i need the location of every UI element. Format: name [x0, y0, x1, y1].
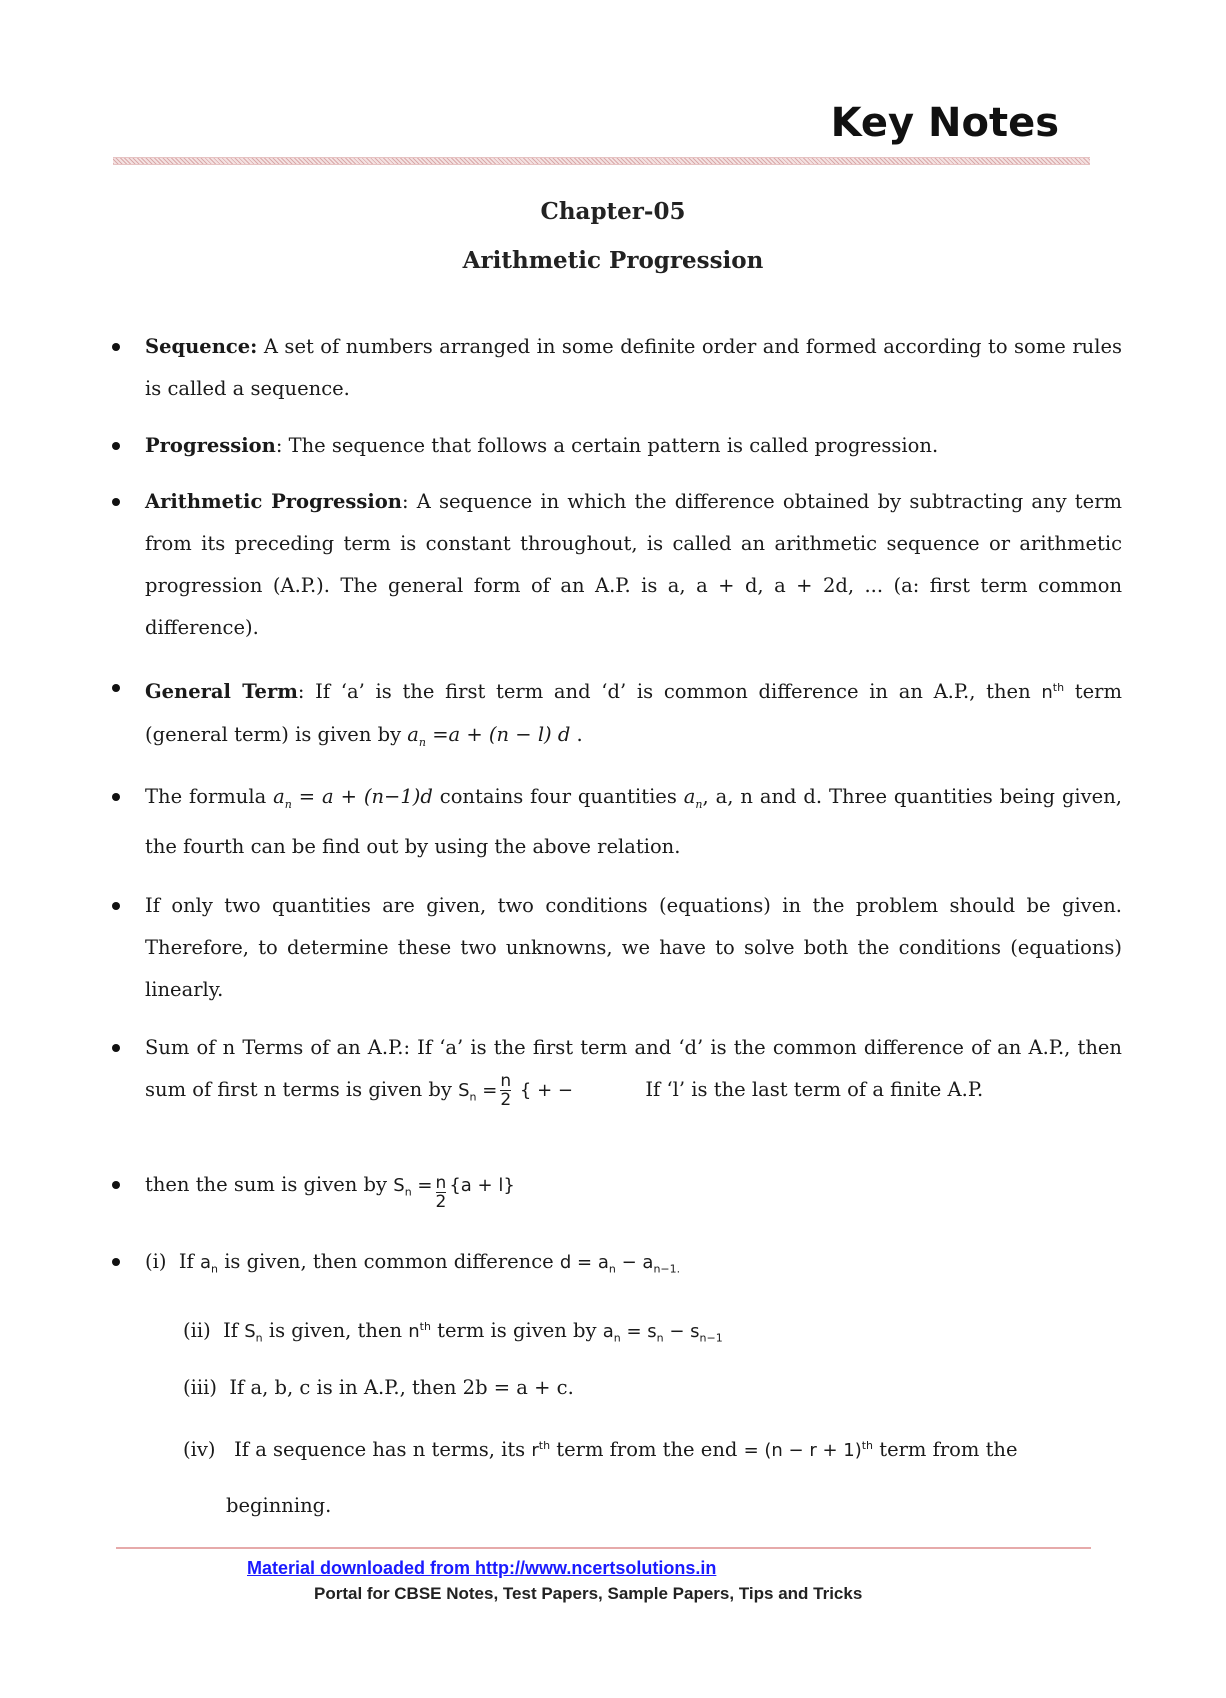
two-quantities-text: If only two quantities are given, two conditions (equations) in the problem should be given. Therefore, to determine these two unknowns, we have to solve both the conditions (equations) linearly. [145, 894, 1122, 1001]
definition-arithmetic-progression: : A sequence in which the difference obtained by subtracting any term from its preceding term is constant throughout, is called an arithmetic sequence or arithmetic progression (A.P.). The general form of an A.P. is a, a + d, a + 2d, ... (a: first term common difference). [145, 490, 1123, 639]
list-item-sum-last [145, 1164, 1122, 1214]
footer-tagline: Portal for CBSE Notes, Test Papers, Sample Papers, Tips and Tricks [314, 1584, 863, 1603]
general-term-text-2: term (general term) is given by [145, 680, 1122, 746]
list-item-sum [145, 1027, 1122, 1119]
list-item-formula [145, 776, 1122, 868]
general-term-text: : If ‘a’ is the first term and ‘d’ is common difference in an A.P., then [297, 680, 1042, 703]
chapter-heading: Chapter-05 [540, 198, 686, 225]
sum-last-formula: $S_n$ = $\frac{n}{2}$ {a + l} [393, 1172, 515, 1212]
term-arithmetic-progression: Arithmetic Progression [145, 490, 402, 513]
list-item-progression [145, 425, 1122, 467]
definition-sequence: A set of numbers arranged in some definite order and formed according to some rules is called a sequence. [145, 335, 1122, 400]
subitem-iii: (iii) If a, b, c is in A.P., then 2b = a + c. [183, 1376, 574, 1399]
general-term-end: . [570, 723, 583, 746]
term-progression: Progression [145, 434, 276, 457]
footer-divider [116, 1547, 1091, 1549]
list-item-general-term [145, 667, 1122, 764]
sum-last-text: then the sum is given by [145, 1173, 394, 1196]
subitem-iv: (iv) If a sequence has n terms, its $r^{th}$ term from the end = $(n - r + 1)^{th}$ term from the [183, 1438, 1018, 1461]
list-item-formulas [145, 1241, 1122, 1291]
sum-formula: $S_n$ = $\frac{n}{2}$ { + − [458, 1071, 573, 1110]
formula-text-1: The formula [145, 785, 274, 808]
nth-symbol: $n^{th}$ [1041, 681, 1065, 703]
header-title: Key Notes [830, 100, 1059, 146]
footer-source-link[interactable]: Material downloaded from http://www.ncertsolutions.in [247, 1558, 717, 1578]
chapter-title: Arithmetic Progression [462, 247, 764, 274]
formula-text-3: , a, n and d. Three quantities being given, the fourth can be find out by using the above relation. [145, 785, 1122, 858]
term-general-term: General Term [145, 680, 298, 703]
list-item-sequence [145, 326, 1122, 410]
sum-text-2: If ‘l’ is the last term of a finite A.P. [645, 1078, 984, 1101]
subitem-i: (i) If $a_n$ is given, then common difference $d = a_n - a_{n-1.}$ [145, 1250, 681, 1276]
term-sequence: Sequence: [145, 335, 258, 358]
header-divider [113, 157, 1090, 165]
quantity-an: $a_n$ [683, 785, 703, 811]
formula-text-2: contains four quantities [432, 785, 684, 808]
formula-expression: $a_n = a + (n-1)d$ [273, 785, 433, 811]
list-item-two-quantities [145, 885, 1122, 1011]
subitem-iv-continued: beginning. [226, 1494, 332, 1517]
general-term-formula: $a_n =a + (n - l)$ d [407, 723, 571, 749]
sum-text-1: Sum of n Terms of an A.P.: If ‘a’ is the first term and ‘d’ is the common difference of an A.P., then sum of first n terms is given by [145, 1036, 1122, 1101]
list-item-arithmetic-progression [145, 481, 1122, 649]
definition-progression: : The sequence that follows a certain pattern is called progression. [275, 434, 939, 457]
subitem-ii: (ii) If $S_n$ is given, then $n^{th}$ term is given by $a_n = s_n - s_{n-1}$ [183, 1319, 723, 1345]
